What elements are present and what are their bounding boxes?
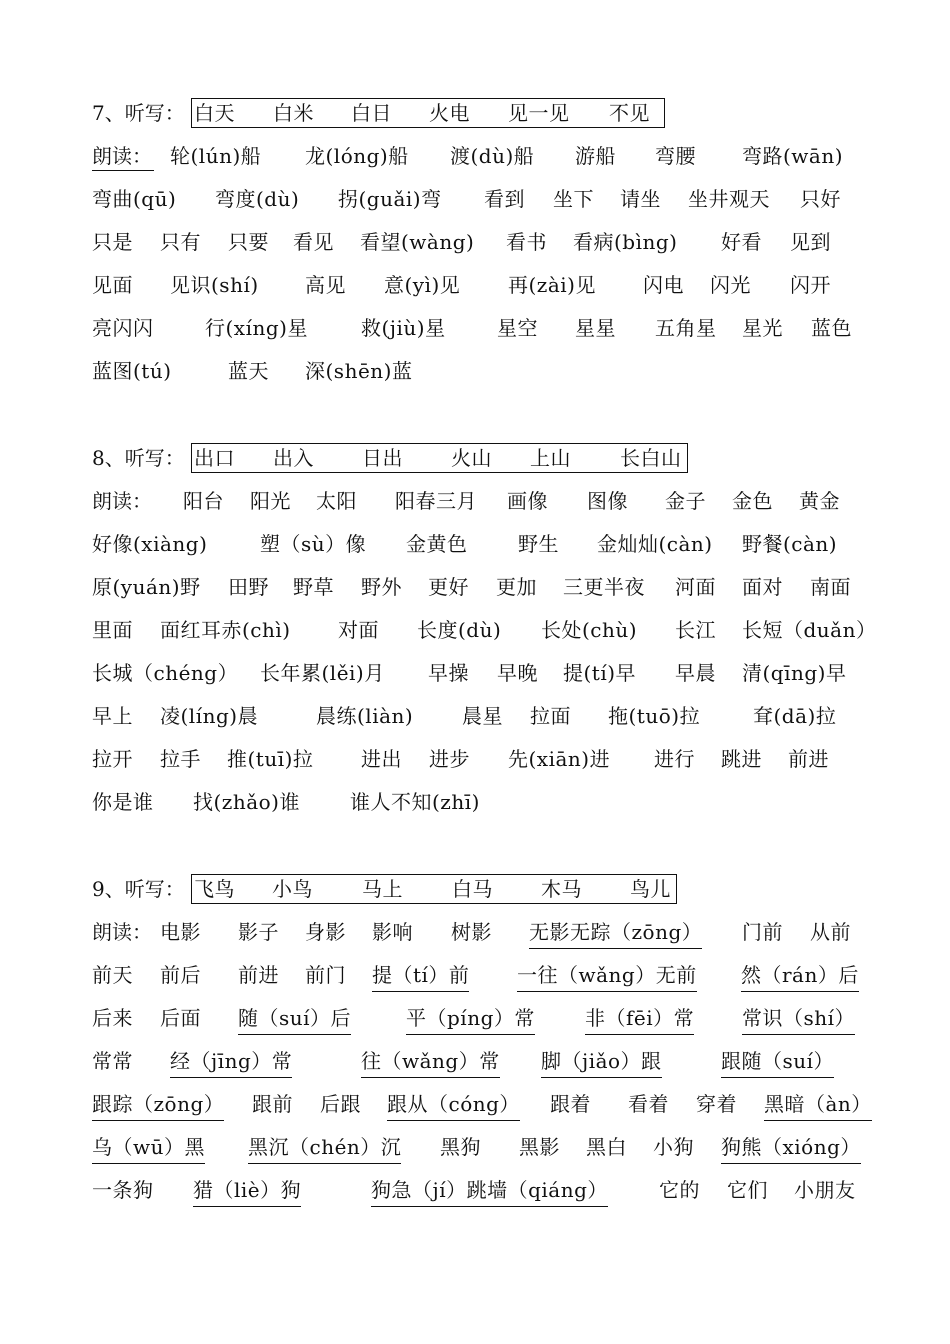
reading-word: 身影: [305, 920, 346, 944]
section-9-dictation-label: 9、听写：: [92, 877, 185, 901]
reading-word: 拉开: [92, 747, 133, 771]
underlined-word: 跟从（cóng）: [387, 1090, 520, 1121]
reading-word: 蓝天: [228, 359, 269, 383]
reading-word: 河面: [675, 575, 716, 599]
reading-word: 见到: [790, 230, 831, 254]
reading-word: 南面: [810, 575, 851, 599]
dictation-word: 白日: [351, 101, 392, 125]
reading-word: 长短（duǎn）: [742, 618, 877, 642]
reading-word: 穿着: [696, 1092, 737, 1116]
reading-word: 进出: [361, 747, 402, 771]
dictation-word: 出口: [194, 446, 235, 470]
read-aloud-label: 朗读：: [92, 489, 152, 513]
reading-word: 影子: [238, 920, 279, 944]
reading-word: 阳台: [183, 489, 224, 513]
reading-word: 跟前: [252, 1092, 293, 1116]
underlined-word: 常识（shí）: [742, 1004, 855, 1035]
reading-word: 金色: [732, 489, 773, 513]
reading-word: 跳进: [721, 747, 762, 771]
reading-word: 见面: [92, 273, 133, 297]
reading-word: 野草: [293, 575, 334, 599]
reading-word: 树影: [451, 920, 492, 944]
reading-word: 救(jiù)星: [361, 316, 446, 340]
dictation-box: [191, 874, 677, 904]
reading-word: 它的: [659, 1178, 700, 1202]
dictation-word: 火电: [429, 101, 470, 125]
reading-word: 提(tí)早: [563, 661, 637, 685]
reading-word: 高见: [305, 273, 346, 297]
reading-word: 电影: [160, 920, 201, 944]
reading-word: 金子: [665, 489, 706, 513]
reading-word: 看着: [628, 1092, 669, 1116]
reading-word: 面红耳赤(chì): [160, 618, 291, 642]
reading-word: 前天: [92, 963, 133, 987]
reading-word: 弯腰: [655, 144, 696, 168]
reading-word: 坐下: [553, 187, 594, 211]
reading-word: 小朋友: [794, 1178, 856, 1202]
section-8-dictation-label: 8、听写：: [92, 446, 185, 470]
reading-word: 长度(dù): [417, 618, 502, 642]
reading-word: 它们: [727, 1178, 768, 1202]
underlined-word: 跟踪（zōng）: [92, 1090, 224, 1121]
reading-word: 星星: [575, 316, 616, 340]
reading-word: 里面: [92, 618, 133, 642]
reading-word: 野外: [361, 575, 402, 599]
reading-word: 前进: [238, 963, 279, 987]
reading-word: 影响: [372, 920, 413, 944]
reading-word: 野餐(càn): [742, 532, 838, 556]
reading-word: 见识(shí): [170, 273, 259, 297]
dictation-word: 白天: [194, 101, 235, 125]
reading-word: 看病(bìng): [573, 230, 678, 254]
dictation-box: [191, 98, 665, 128]
section-7-dictation-label: 7、听写：: [92, 101, 185, 125]
reading-word: 凌(líng)晨: [160, 704, 259, 728]
reading-word: 更好: [428, 575, 469, 599]
underlined-word: 黑沉（chén）沉: [248, 1133, 401, 1164]
reading-word: 好看: [721, 230, 762, 254]
reading-word: 再(zài)见: [508, 273, 596, 297]
reading-word: 只有: [160, 230, 201, 254]
reading-word: 长年累(lěi)月: [260, 661, 385, 685]
reading-word: 后来: [92, 1006, 133, 1030]
reading-word: 拖(tuō)拉: [608, 704, 701, 728]
reading-word: 龙(lóng)船: [305, 144, 409, 168]
reading-word: 后跟: [320, 1092, 361, 1116]
reading-word: 金黄色: [406, 532, 468, 556]
reading-word: 塑（sù）像: [260, 532, 367, 556]
reading-word: 早上: [92, 704, 133, 728]
reading-word: 从前: [810, 920, 851, 944]
reading-word: 画像: [507, 489, 548, 513]
reading-word: 蓝色: [811, 316, 852, 340]
reading-word: 拉手: [160, 747, 201, 771]
reading-word: 弯曲(qū): [92, 187, 177, 211]
reading-word: 长城（chéng）: [92, 661, 239, 685]
dictation-word: 日出: [362, 446, 403, 470]
underlined-word: 非（fēi）常: [585, 1004, 694, 1035]
reading-word: 坐井观天: [688, 187, 770, 211]
reading-word: 先(xiān)进: [508, 747, 611, 771]
underlined-word: 往（wǎng）常: [361, 1047, 500, 1078]
dictation-word: 见一见: [508, 101, 570, 125]
reading-word: 野生: [518, 532, 559, 556]
dictation-word: 长白山: [620, 446, 682, 470]
dictation-word: 木马: [541, 877, 582, 901]
reading-word: 看书: [506, 230, 547, 254]
reading-word: 找(zhǎo)谁: [193, 790, 300, 814]
reading-word: 游船: [575, 144, 616, 168]
reading-word: 蓝图(tú): [92, 359, 172, 383]
dictation-word: 白米: [273, 101, 314, 125]
reading-word: 耷(dā)拉: [753, 704, 837, 728]
reading-word: 进步: [429, 747, 470, 771]
reading-word: 渡(dù)船: [450, 144, 535, 168]
reading-word: 早操: [428, 661, 469, 685]
underlined-word: 乌（wū）黑: [92, 1133, 205, 1164]
reading-word: 阳春三月: [395, 489, 477, 513]
reading-word: 小狗: [653, 1135, 694, 1159]
reading-word: 阳光: [250, 489, 291, 513]
reading-word: 行(xíng)星: [205, 316, 308, 340]
reading-word: 一条狗: [92, 1178, 154, 1202]
reading-word: 原(yuán)野: [92, 575, 201, 599]
dictation-word: 不见: [609, 101, 650, 125]
reading-word: 弯度(dù): [215, 187, 300, 211]
dictation-box: [191, 443, 688, 473]
reading-word: 星光: [742, 316, 783, 340]
reading-word: 田野: [228, 575, 269, 599]
read-aloud-label: 朗读：: [92, 144, 152, 168]
reading-word: 三更半夜: [563, 575, 645, 599]
reading-word: 请坐: [620, 187, 661, 211]
reading-word: 只好: [800, 187, 841, 211]
underlined-word: 狗急（jí）跳墙（qiáng）: [371, 1176, 608, 1207]
underlined-word: 然（rán）后: [741, 961, 859, 992]
reading-word: 深(shēn)蓝: [305, 359, 413, 383]
underlined-word: 一往（wǎng）无前: [517, 961, 697, 992]
dictation-word: 火山: [451, 446, 492, 470]
dictation-word: 出入: [273, 446, 314, 470]
reading-word: 拉面: [530, 704, 571, 728]
underlined-word: 狗熊（xióng）: [721, 1133, 861, 1164]
reading-word: 前进: [788, 747, 829, 771]
reading-word: 面对: [742, 575, 783, 599]
reading-word: 进行: [654, 747, 695, 771]
reading-word: 谁人不知(zhī): [350, 790, 480, 814]
reading-word: 跟着: [550, 1092, 591, 1116]
dictation-word: 飞鸟: [194, 877, 235, 901]
reading-word: 金灿灿(càn): [597, 532, 713, 556]
underlined-word: 无影无踪（zōng）: [529, 918, 702, 949]
reading-word: 黑白: [586, 1135, 627, 1159]
reading-word: 意(yì)见: [384, 273, 461, 297]
reading-word: 只要: [228, 230, 269, 254]
reading-word: 只是: [92, 230, 133, 254]
reading-word: 黑狗: [440, 1135, 481, 1159]
underlined-word: 随（suí）后: [238, 1004, 351, 1035]
dictation-word: 马上: [362, 877, 403, 901]
underlined-word: 平（píng）常: [406, 1004, 535, 1035]
reading-word: 清(qīng)早: [742, 661, 847, 685]
reading-word: 五角星: [655, 316, 717, 340]
reading-word: 前后: [160, 963, 201, 987]
reading-word: 长处(chù): [541, 618, 638, 642]
reading-word: 黄金: [799, 489, 840, 513]
underlined-word: 猎（liè）狗: [193, 1176, 301, 1207]
reading-word: 黑影: [519, 1135, 560, 1159]
reading-word: 更加: [496, 575, 537, 599]
reading-word: 早晨: [675, 661, 716, 685]
reading-word: 你是谁: [92, 790, 154, 814]
reading-word: 图像: [587, 489, 628, 513]
reading-word: 对面: [338, 618, 379, 642]
reading-word: 闪电: [643, 273, 684, 297]
reading-word: 门前: [742, 920, 783, 944]
dictation-word: 白马: [452, 877, 493, 901]
read-aloud-label: 朗读：: [92, 920, 152, 944]
reading-word: 常常: [92, 1049, 133, 1073]
reading-word: 亮闪闪: [92, 316, 154, 340]
reading-word: 后面: [160, 1006, 201, 1030]
reading-word: 轮(lún)船: [170, 144, 262, 168]
underlined-word: 黑暗（àn）: [764, 1090, 872, 1121]
read-label-underline: [92, 170, 154, 171]
reading-word: 看到: [484, 187, 525, 211]
reading-word: 闪开: [790, 273, 831, 297]
underlined-word: 跟随（suí）: [721, 1047, 834, 1078]
dictation-word: 鸟儿: [630, 877, 671, 901]
reading-word: 星空: [497, 316, 538, 340]
reading-word: 晨练(liàn): [316, 704, 414, 728]
reading-word: 看望(wàng): [360, 230, 475, 254]
underlined-word: 脚（jiǎo）跟: [541, 1047, 662, 1078]
reading-word: 闪光: [710, 273, 751, 297]
dictation-word: 小鸟: [272, 877, 313, 901]
underlined-word: 提（tí）前: [372, 961, 469, 992]
reading-word: 推(tuī)拉: [227, 747, 314, 771]
reading-word: 太阳: [316, 489, 357, 513]
reading-word: 晨星: [462, 704, 503, 728]
reading-word: 拐(guǎi)弯: [338, 187, 442, 211]
underlined-word: 经（jīng）常: [170, 1047, 292, 1078]
reading-word: 看见: [293, 230, 334, 254]
reading-word: 早晚: [497, 661, 538, 685]
reading-word: 长江: [675, 618, 716, 642]
dictation-word: 上山: [530, 446, 571, 470]
reading-word: 前门: [305, 963, 346, 987]
reading-word: 弯路(wān): [742, 144, 844, 168]
reading-word: 好像(xiàng): [92, 532, 208, 556]
